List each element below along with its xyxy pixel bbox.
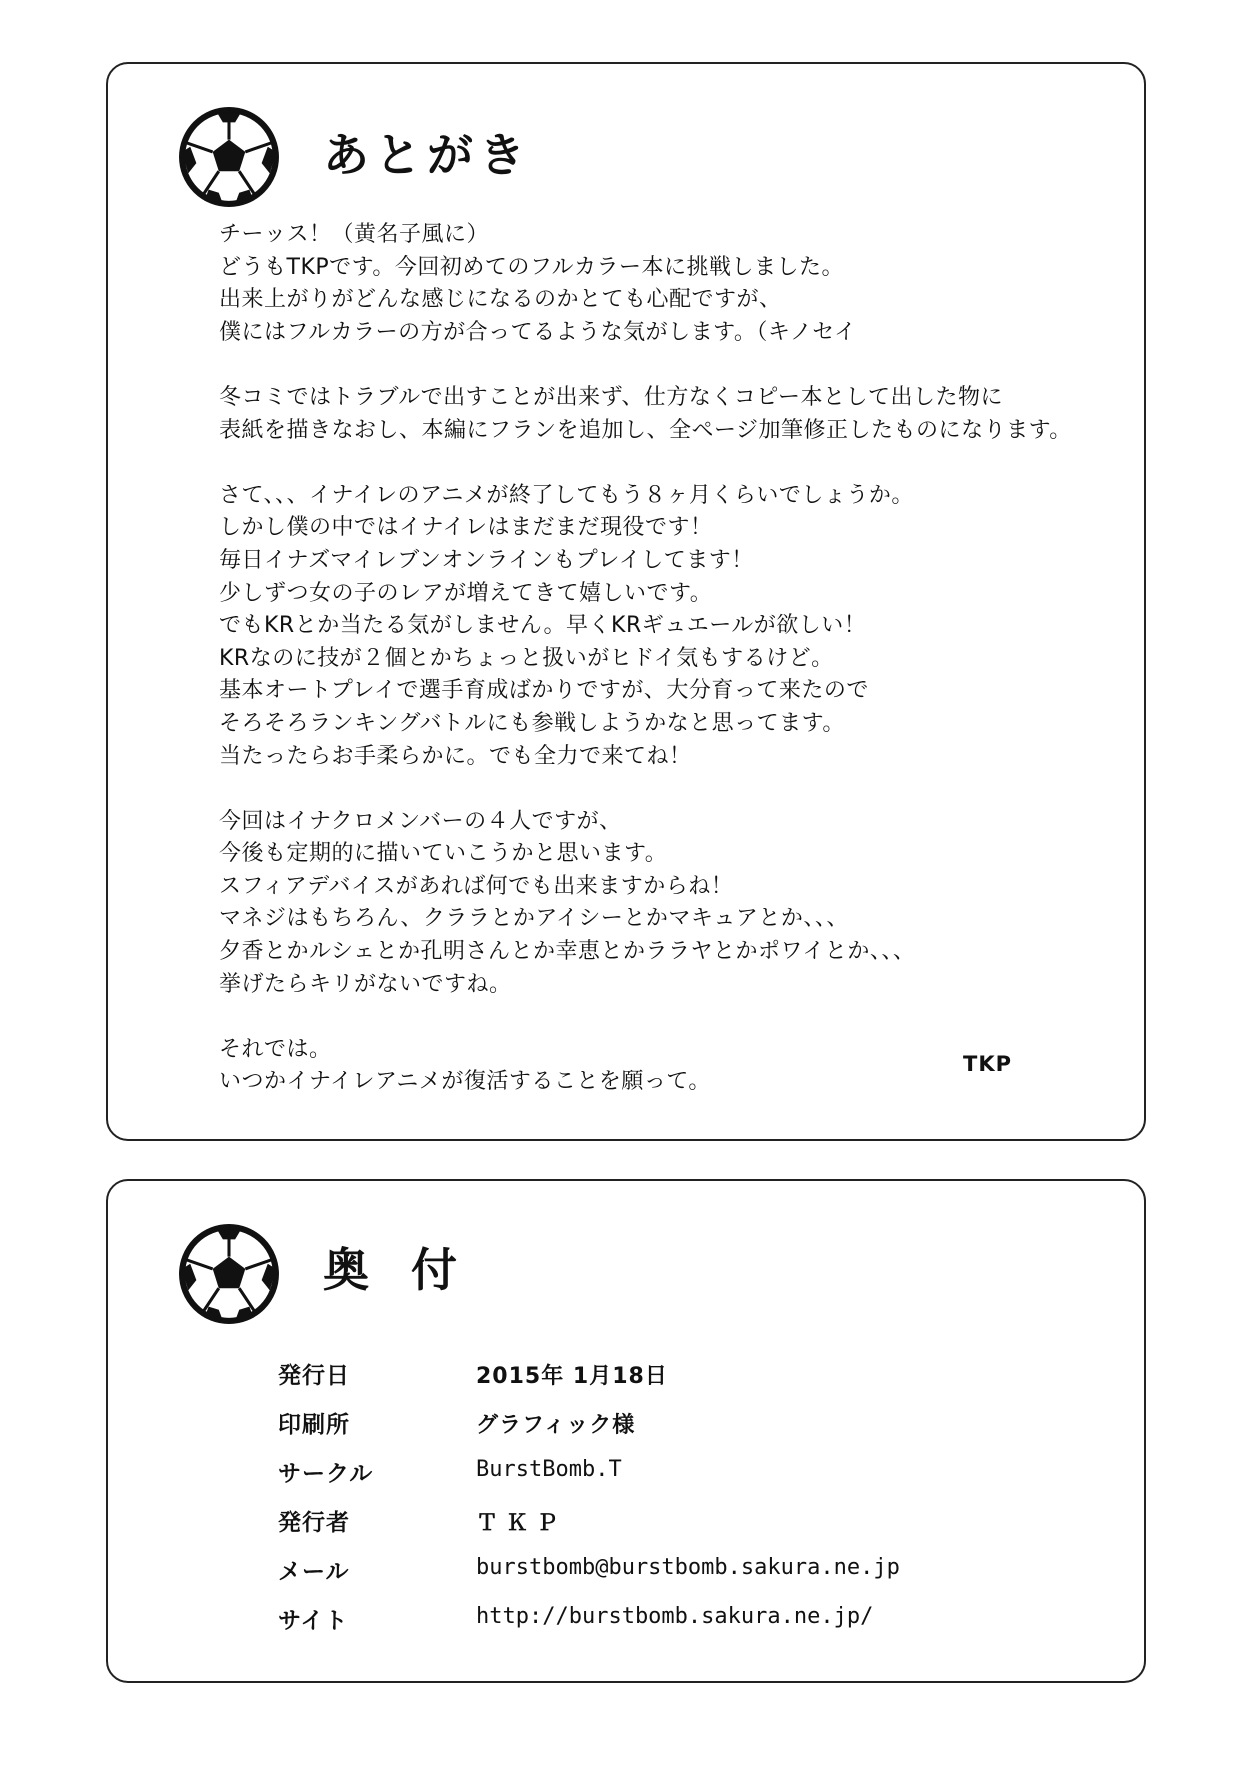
afterword-line: 挙げたらキリがないですね。 <box>219 971 512 997</box>
afterword-paragraph <box>219 480 1119 773</box>
afterword-line: 僕にはフルカラーの方が合ってるような気がします。（キノセイ <box>219 319 857 345</box>
colophon-row-issue-date <box>278 1357 1078 1406</box>
afterword-line: チーッス！（黄名子風に） <box>219 222 490 247</box>
afterword-line: KRなのに技が２個とかちょっと扱いがヒドイ気もするけど。 <box>219 645 834 671</box>
colophon-label: 印刷所 <box>278 1412 350 1438</box>
afterword-line: いつかイナイレアニメが復活することを願って。 <box>219 1069 711 1095</box>
colophon-value: グラフィック様 <box>476 1413 636 1438</box>
colophon-row-publisher <box>278 1504 1078 1553</box>
colophon-label: サイト <box>278 1608 349 1634</box>
colophon-label: サークル <box>278 1461 374 1487</box>
afterword-line: どうもTKPです。今回初めてのフルカラー本に挑戦しました。 <box>219 254 844 280</box>
afterword-line: 今回はイナクロメンバーの４人ですが、 <box>219 808 622 834</box>
author-signature: TKP <box>963 1052 1012 1076</box>
afterword-line: しかし僕の中ではイナイレはまだまだ現役です！ <box>219 515 713 541</box>
colophon-row-printer <box>278 1406 1078 1455</box>
afterword-paragraph <box>219 382 1119 447</box>
afterword-line: 夕香とかルシェとか孔明さんとか幸恵とかララヤとかポワイとか、、、 <box>219 939 916 965</box>
afterword-line: 今後も定期的に描いていこうかと思います。 <box>219 841 668 867</box>
site-link[interactable]: http://burstbomb.sakura.ne.jp/ <box>476 1604 874 1629</box>
afterword-paragraph <box>219 806 1119 1002</box>
afterword-line: 冬コミではトラブルで出すことが出来ず、仕方なくコピー本として出した物に <box>219 384 1003 410</box>
afterword-line: それでは。 <box>219 1036 332 1062</box>
afterword-paragraph <box>219 219 1119 349</box>
colophon-panel <box>106 1179 1146 1683</box>
afterword-line: マネジはもちろん、クララとかアイシーとかマキュアとか、、、 <box>219 906 849 932</box>
afterword-line: 毎日イナズマイレブンオンラインもプレイしてます！ <box>219 547 754 573</box>
colophon-row-site <box>278 1602 1078 1651</box>
afterword-heading: あとがき <box>323 128 531 182</box>
colophon-row-email <box>278 1553 1078 1602</box>
afterword-panel <box>106 62 1146 1141</box>
afterword-line: でもKRとか当たる気がしません。早くKRギュエールが欲しい！ <box>219 613 867 639</box>
afterword-line: スフィアデバイスがあれば何でも出来ますからね！ <box>219 873 734 899</box>
colophon-value: 2015年 1月18日 <box>476 1364 668 1389</box>
afterword-line: さて、、、イナイレのアニメが終了してもう８ヶ月くらいでしょうか。 <box>219 482 914 508</box>
colophon-label: 発行日 <box>278 1363 350 1389</box>
colophon-table <box>278 1357 1078 1651</box>
colophon-row-circle <box>278 1455 1078 1504</box>
afterword-line: そろそろランキングバトルにも参戦しようかなと思ってます。 <box>219 710 845 736</box>
afterword-line: 出来上がりがどんな感じになるのかとても心配ですが、 <box>219 287 782 313</box>
afterword-line: 表紙を描きなおし、本編にフランを追加し、全ページ加筆修正したものになります。 <box>219 417 1072 443</box>
afterword-line: 当たったらお手柔らかに。でも全力で来てね！ <box>219 743 692 769</box>
soccer-ball-icon <box>178 1223 280 1325</box>
colophon-label: 発行者 <box>278 1510 350 1536</box>
colophon-heading: 奥付 <box>323 1243 499 1297</box>
afterword-line: 基本オートプレイで選手育成ばかりですが、大分育って来たので <box>219 678 869 704</box>
colophon-label: メール <box>278 1559 350 1585</box>
afterword-line: 少しずつ女の子のレアが増えてきて嬉しいです。 <box>219 580 713 606</box>
afterword-body <box>219 219 1119 1099</box>
soccer-ball-icon <box>178 106 280 208</box>
colophon-value: BurstBomb.T <box>476 1457 622 1482</box>
colophon-value: ＴＫＰ <box>476 1511 567 1536</box>
email-link[interactable]: burstbomb@burstbomb.sakura.ne.jp <box>476 1555 900 1580</box>
